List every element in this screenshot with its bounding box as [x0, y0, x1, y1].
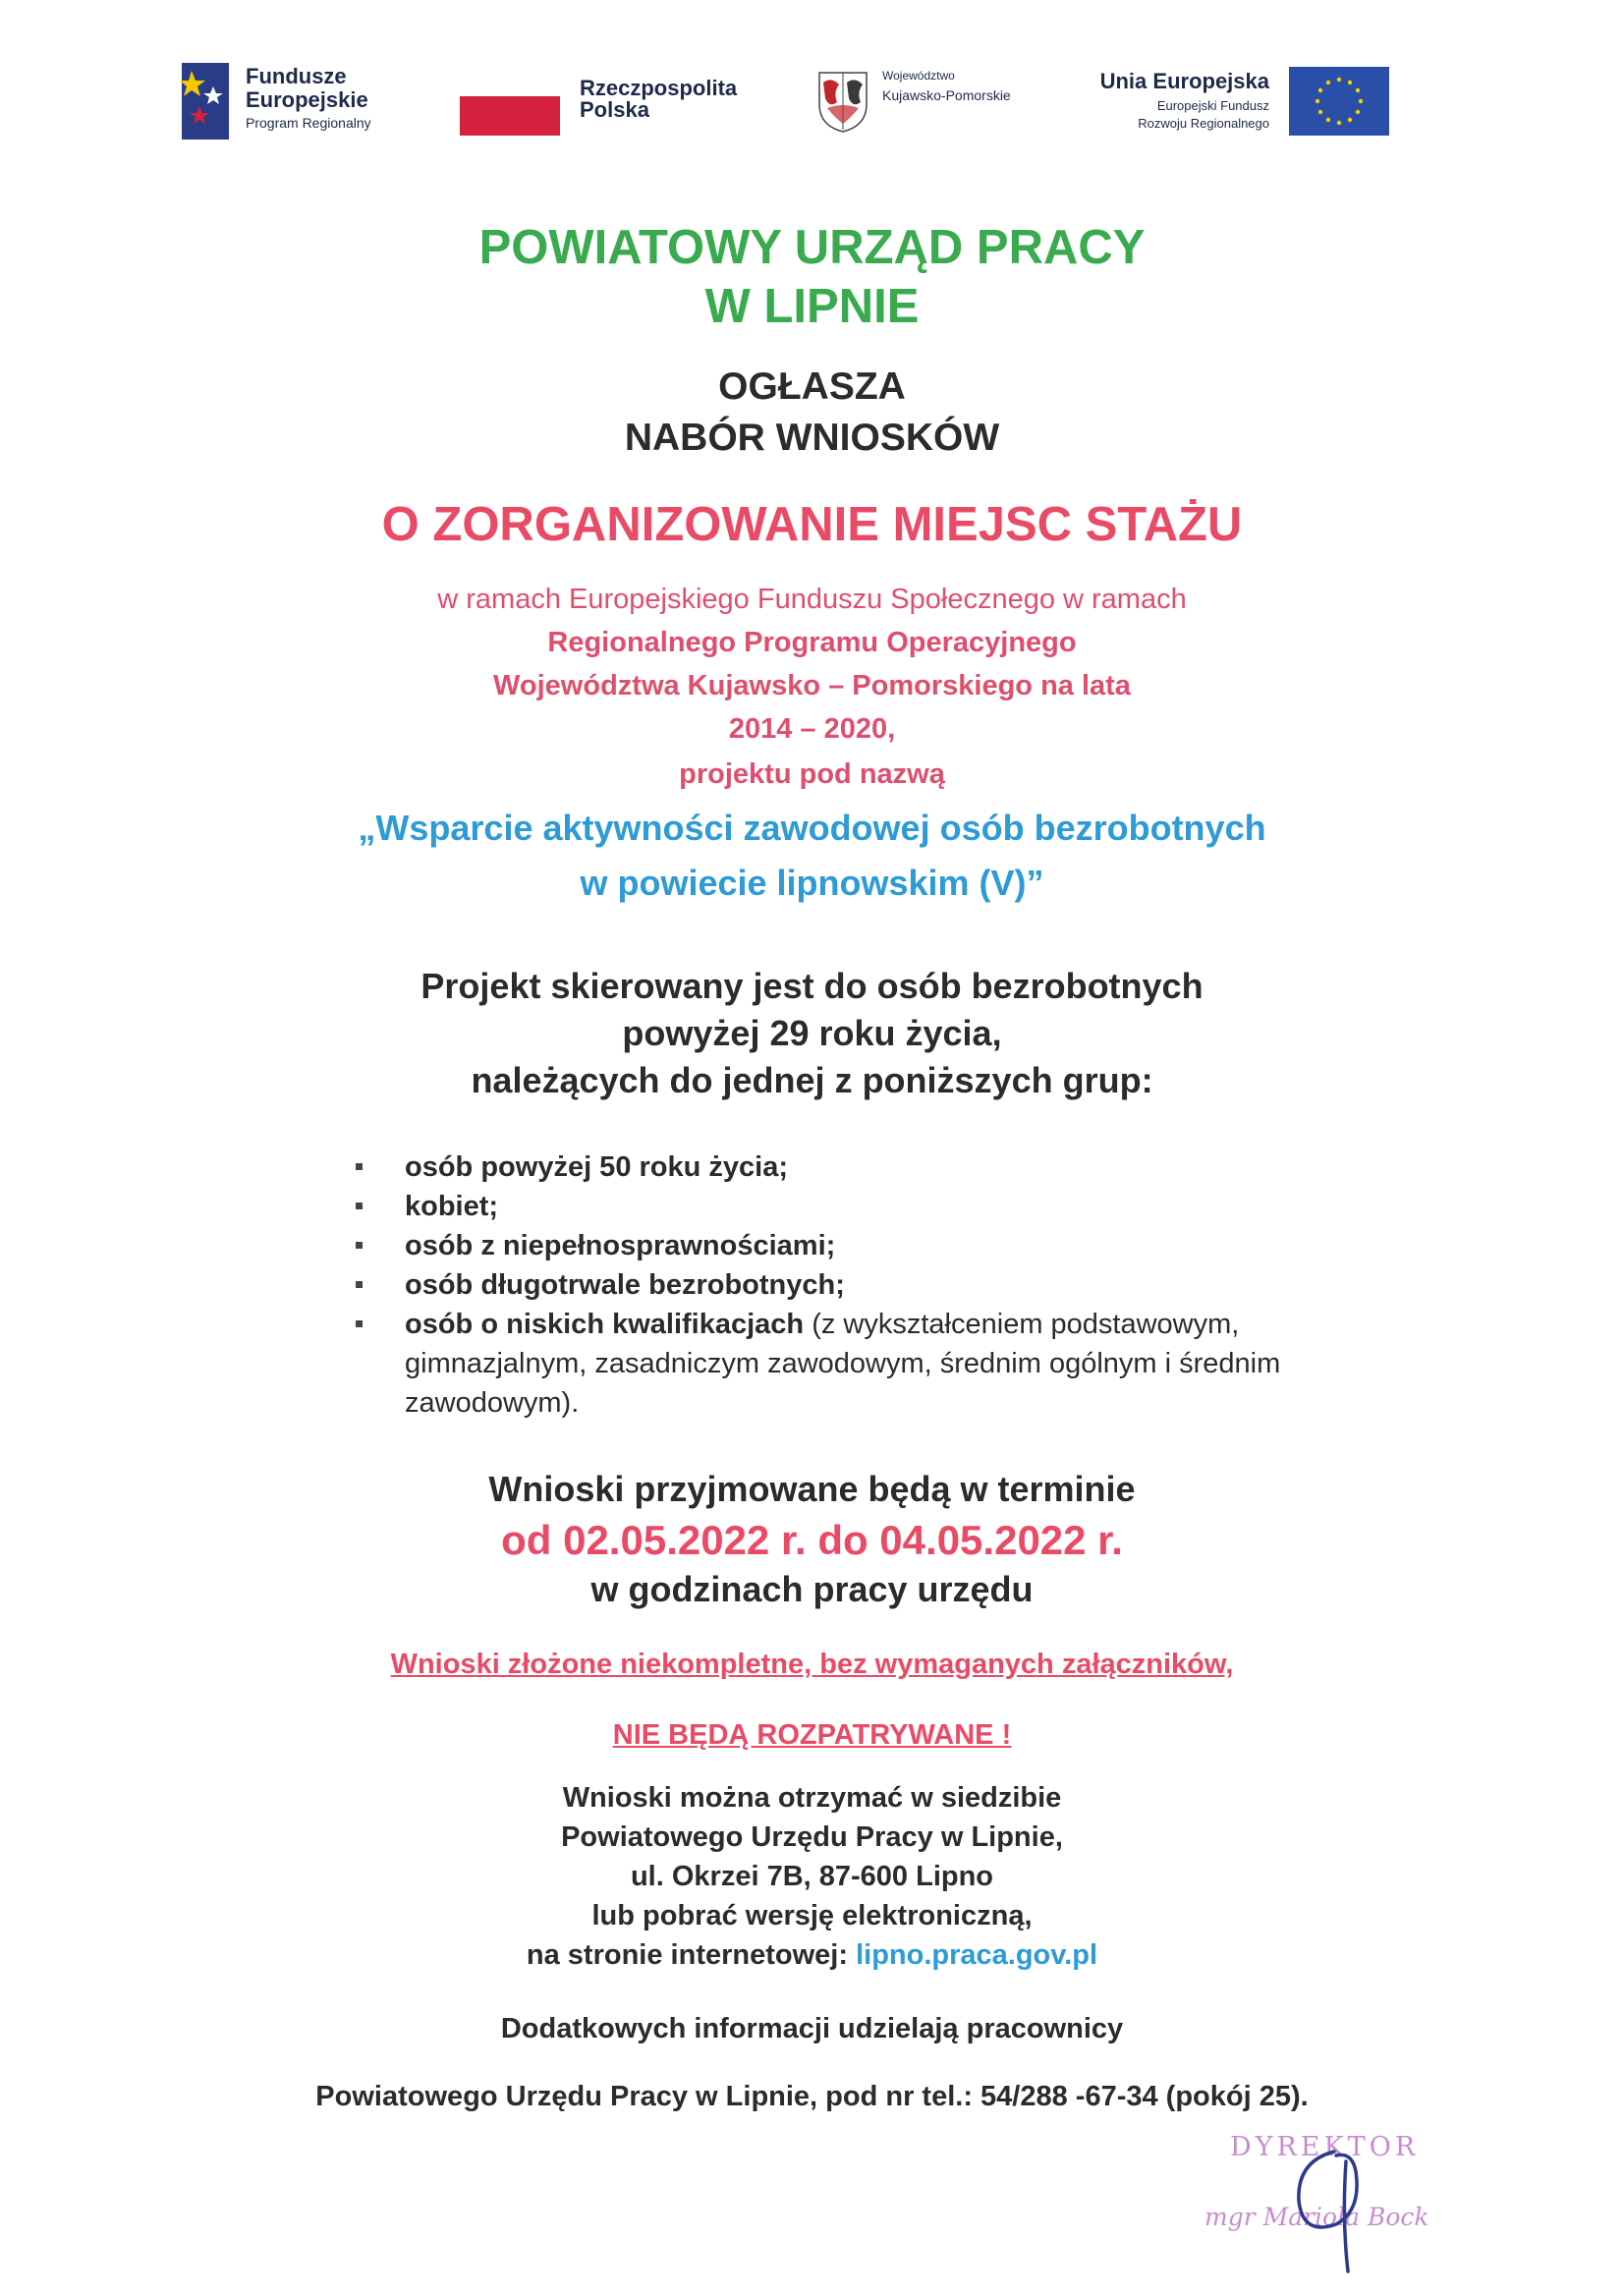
- warning-line: NIE BĘDĄ ROZPATRYWANE !: [612, 1719, 1012, 1751]
- list-item-continued: zawodowym).: [405, 1387, 580, 1419]
- list-item: osób z niepełnosprawnościami;: [356, 1226, 1476, 1265]
- list-item: osób długotrwale bezrobotnych;: [356, 1265, 1476, 1305]
- program-line: w ramach Europejskiego Funduszu Społecznego w ramach: [437, 584, 1187, 615]
- polish-flag-red: [460, 96, 560, 136]
- stamp-name: mgr Mariola Bock: [1204, 2203, 1429, 2231]
- subject-heading: O ZORGANIZOWANIE MIEJSC STAŻU: [381, 498, 1243, 551]
- target-line: należących do jednej z poniższych grup:: [471, 1060, 1153, 1100]
- website-label: na stronie internetowej:: [526, 1939, 857, 1971]
- fundusze-europejskie-logo-icon: [180, 61, 231, 141]
- signature-icon: [1277, 2142, 1385, 2279]
- target-line: powyżej 29 roku życia,: [622, 1013, 1002, 1053]
- bullet-icon: [356, 1281, 363, 1288]
- where-line: Wnioski można otrzymać w siedzibie: [562, 1782, 1062, 1814]
- where-line: Powiatowego Urzędu Pracy w Lipnie,: [561, 1821, 1063, 1853]
- kp-logo-text: Kujawsko-Pomorskie: [882, 87, 1011, 103]
- where-line: ul. Okrzei 7B, 87-600 Lipno: [630, 1861, 994, 1892]
- contact-line: Dodatkowych informacji udzielają pracownicy: [500, 2013, 1124, 2044]
- deadline-line: Wnioski przyjmowane będą w terminie: [488, 1469, 1136, 1509]
- announces-heading: OGŁASZA: [718, 365, 906, 408]
- project-title: „Wsparcie aktywności zawodowej osób bezrobotnych: [358, 808, 1266, 848]
- contact-phone-line: Powiatowego Urzędu Pracy w Lipnie, pod nr tel.: 54/288 -67-34 (pokój 25).: [315, 2081, 1309, 2112]
- ue-logo-subtext: Europejski Fundusz: [1156, 98, 1269, 113]
- recruitment-heading: NABÓR WNIOSKÓW: [624, 417, 1000, 459]
- program-line: 2014 – 2020,: [728, 713, 896, 745]
- kujawsko-pomorskie-crest-icon: [815, 69, 870, 134]
- list-item: osób o niskich kwalifikacjach (z wykształceniem podstawowym,: [356, 1305, 1476, 1344]
- office-name: POWIATOWY URZĄD PRACY: [478, 221, 1146, 274]
- groups-list: [356, 1148, 1476, 1423]
- bullet-icon: [356, 1163, 363, 1170]
- warning-line: Wnioski złożone niekompletne, bez wymaganych załączników,: [390, 1649, 1234, 1680]
- deadline-dates: od 02.05.2022 r. do 04.05.2022 r.: [501, 1517, 1123, 1563]
- fe-logo-text: Fundusze: [246, 64, 347, 88]
- kp-logo-text: Województwo: [882, 69, 955, 83]
- eu-flag-icon: [1289, 67, 1389, 136]
- list-item-continued: gimnazjalnym, zasadniczym zawodowym, średnim ogólnym i średnim: [405, 1348, 1281, 1379]
- ue-logo-subtext: Rozwoju Regionalnego: [1138, 116, 1269, 131]
- bullet-icon: [356, 1203, 363, 1209]
- project-title: w powiecie lipnowskim (V)”: [580, 863, 1044, 903]
- groups-note: (z wykształceniem podstawowym,: [804, 1309, 1240, 1340]
- polish-flag-white: [460, 65, 560, 96]
- program-line: projektu pod nazwą: [679, 758, 945, 790]
- bullet-icon: [356, 1320, 363, 1327]
- rp-logo-text: Polska: [580, 97, 649, 122]
- list-item: osób powyżej 50 roku życia;: [356, 1148, 1476, 1187]
- office-city: W LIPNIE: [704, 280, 920, 333]
- where-line: [0, 1935, 1624, 1975]
- deadline-hours: w godzinach pracy urzędu: [590, 1569, 1034, 1609]
- website-link[interactable]: lipno.praca.gov.pl: [856, 1939, 1098, 1971]
- bullet-icon: [356, 1242, 363, 1249]
- stamp-title: DYREKTOR: [1230, 2132, 1420, 2162]
- where-line: lub pobrać wersję elektroniczną,: [591, 1900, 1033, 1931]
- fe-logo-subtext: Program Regionalny: [246, 115, 371, 131]
- program-line: Województwa Kujawsko – Pomorskiego na lata: [493, 670, 1131, 701]
- rp-logo-text: Rzeczpospolita: [580, 76, 738, 100]
- list-item: kobiet;: [356, 1187, 1476, 1226]
- target-line: Projekt skierowany jest do osób bezrobotnych: [420, 966, 1204, 1006]
- ue-logo-text: Unia Europejska: [1099, 69, 1269, 93]
- program-line: Regionalnego Programu Operacyjnego: [547, 627, 1077, 658]
- fe-logo-text: Europejskie: [246, 87, 368, 112]
